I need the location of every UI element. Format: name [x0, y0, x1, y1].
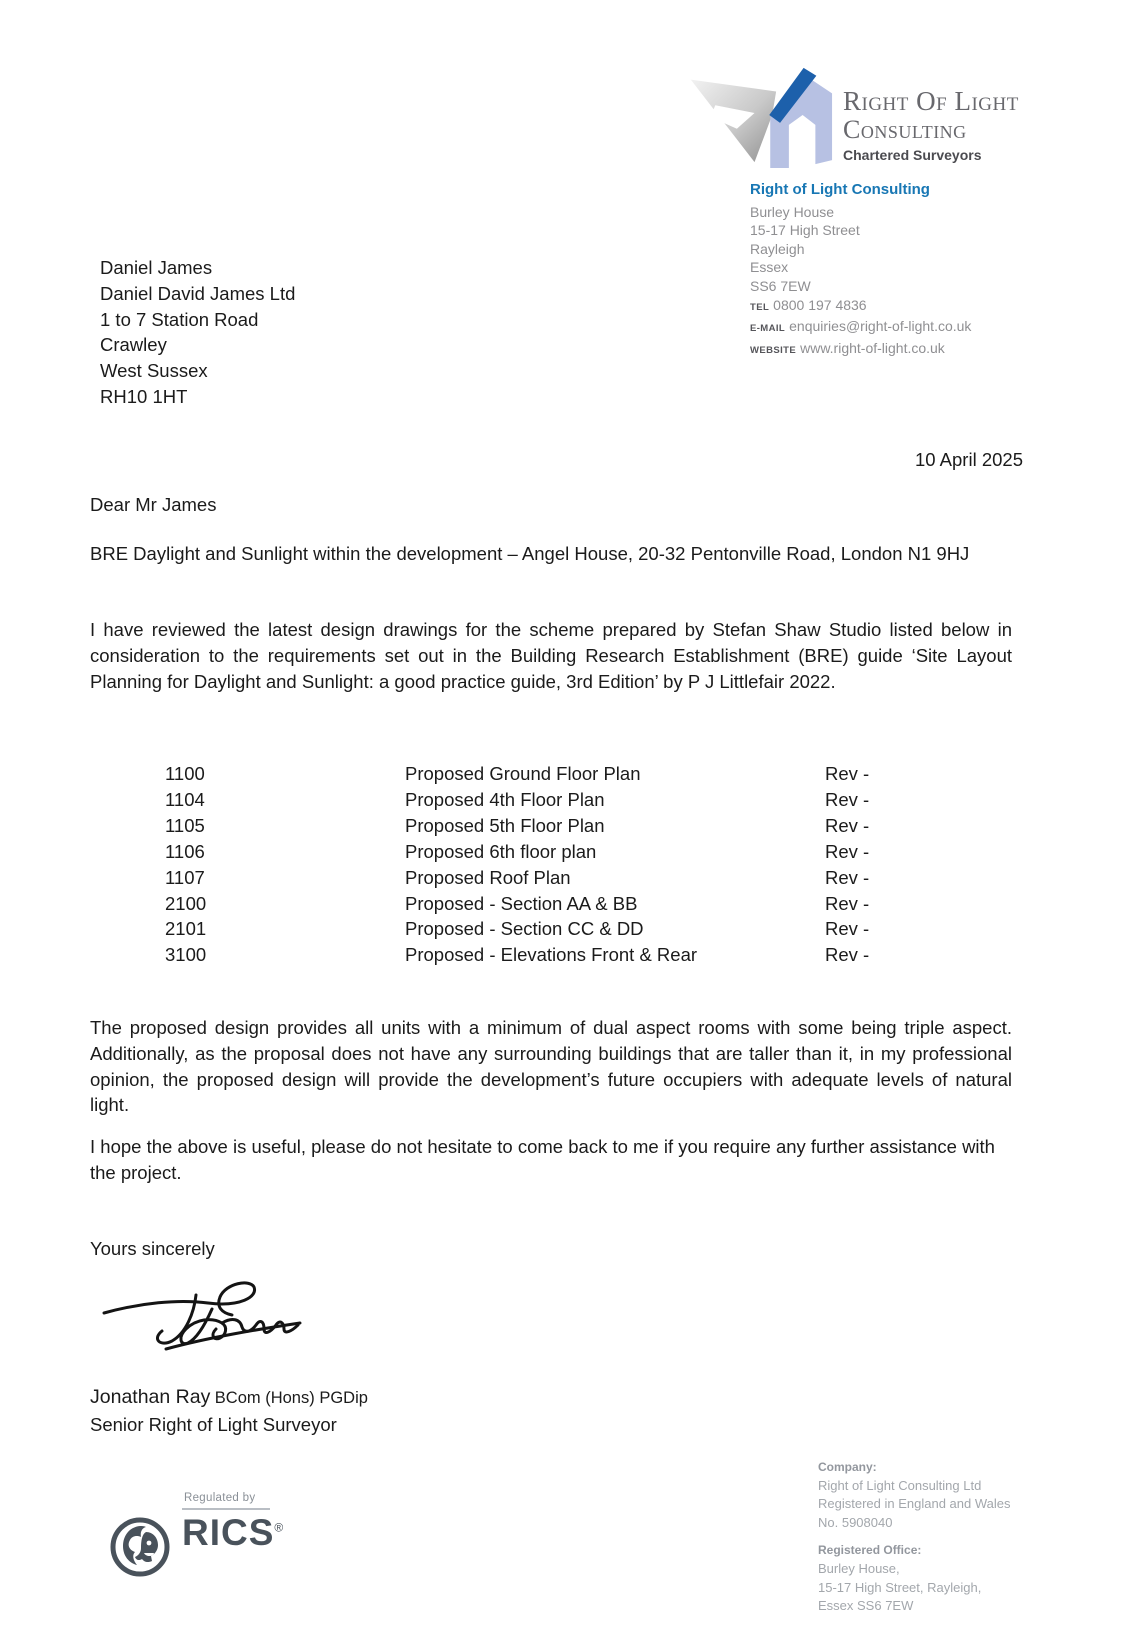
drawing-revision: Rev -: [825, 892, 870, 914]
subject-line: BRE Daylight and Sunlight within the development – Angel House, 20-32 Pentonville Road, London N1 9HJ: [90, 543, 970, 564]
website-value: www.right-of-light.co.uk: [800, 339, 945, 356]
email-value: enquiries@right-of-light.co.uk: [789, 318, 972, 335]
drawing-row: [165, 839, 925, 865]
brand-line1: Right Of Light: [843, 86, 1019, 116]
registered-office-line: Burley House,: [818, 1560, 900, 1576]
company-line: Right of Light Consulting Ltd: [818, 1477, 982, 1493]
drawing-title: Proposed Roof Plan: [405, 866, 571, 888]
drawing-number: 1106: [165, 840, 205, 862]
tel-value: 0800 197 4836: [773, 296, 867, 313]
rics-trademark: ®: [274, 1520, 285, 1535]
signatory-name: Jonathan Ray: [90, 1386, 211, 1408]
drawing-title: Proposed - Section AA & BB: [405, 892, 638, 914]
company-line: No. 5908040: [818, 1514, 893, 1530]
drawing-revision: Rev -: [825, 918, 870, 940]
drawing-number: 2100: [165, 892, 207, 914]
recipient-line: Daniel James: [100, 257, 213, 278]
company-group: [818, 1458, 1010, 1532]
sender-address-line: 15-17 High Street: [750, 222, 860, 239]
company-registration-block: [818, 1458, 1010, 1625]
drawing-revision: Rev -: [825, 866, 870, 888]
body-paragraph-1: I have reviewed the latest design drawings for the scheme prepared by Stefan Shaw Studio listed below in consideration to the requirements set out in the Building Research Establishment (BRE) guide ‘Site Layout Planning for Daylight and Sunlight: a good practice guide, 3rd Edition’ by P J Littlefair 2022.: [90, 619, 1012, 692]
website-label: WEBSITE: [750, 344, 797, 356]
sender-company-name: Right of Light Consulting: [750, 181, 930, 198]
email-label: E-MAIL: [750, 323, 786, 335]
body-paragraph-2: The proposed design provides all units with a minimum of dual aspect rooms with some being triple aspect. Additionally, as the proposal does not have any surrounding buildings that are taller than it, in my professional opinion, the proposed design will provide the development’s future occupiers with adequate levels of natural light.: [90, 1017, 1012, 1116]
drawing-schedule: [165, 761, 925, 968]
sender-address-line: Rayleigh: [750, 240, 805, 257]
registered-office-group: [818, 1541, 1010, 1615]
brand-wordmark: [843, 88, 1019, 162]
rics-text-column: [182, 1492, 284, 1551]
signatory-title: Senior Right of Light Surveyor: [90, 1414, 337, 1435]
drawing-revision: Rev -: [825, 814, 870, 836]
recipient-line: Crawley: [100, 334, 167, 356]
drawing-number: 1100: [165, 763, 205, 784]
registered-office-line: Essex SS6 7EW: [818, 1598, 914, 1614]
drawing-revision: Rev -: [825, 788, 870, 810]
sender-website-line: [750, 339, 971, 361]
drawing-revision: Rev -: [825, 763, 870, 784]
drawing-title: Proposed 4th Floor Plan: [405, 788, 605, 810]
drawing-number: 1105: [165, 814, 205, 836]
closing: Yours sincerely: [90, 1238, 215, 1259]
right-of-light-logo-icon: [678, 58, 835, 172]
drawing-row: [165, 865, 925, 891]
letter-date: 10 April 2025: [914, 449, 1023, 470]
sender-address-line: SS6 7EW: [750, 277, 811, 294]
drawing-revision: Rev -: [825, 944, 870, 966]
drawing-number: 3100: [165, 944, 207, 966]
tel-label: TEL: [750, 301, 770, 313]
sender-tel-line: [750, 296, 971, 318]
rics-lion-icon: [108, 1504, 172, 1590]
registered-office-line: 15-17 High Street, Rayleigh,: [818, 1579, 982, 1595]
handwritten-signature: [100, 1275, 315, 1367]
company-label: Company:: [818, 1460, 877, 1474]
recipient-address-block: [100, 255, 295, 410]
sender-address-line: Essex: [750, 259, 789, 276]
salutation: Dear Mr James: [90, 494, 217, 515]
drawing-number: 1107: [165, 866, 205, 888]
drawing-title: Proposed 6th floor plan: [405, 840, 597, 862]
recipient-line: 1 to 7 Station Road: [100, 308, 259, 330]
sender-address-block: [750, 181, 971, 360]
drawing-title: Proposed - Section CC & DD: [405, 918, 644, 940]
recipient-line: West Sussex: [100, 360, 208, 382]
drawing-row: [165, 813, 925, 839]
drawing-row: [165, 942, 925, 968]
drawing-number: 1104: [165, 788, 205, 810]
drawing-title: Proposed - Elevations Front & Rear: [405, 944, 698, 966]
drawing-title: Proposed 5th Floor Plan: [405, 814, 605, 836]
registered-office-label: Registered Office:: [818, 1543, 922, 1558]
recipient-line: RH10 1HT: [100, 385, 188, 407]
signatory-block: [90, 1384, 368, 1438]
sender-address-line: Burley House: [750, 203, 835, 220]
signatory-credentials: BCom (Hons) PGDip: [214, 1389, 368, 1407]
rics-brand-text: RICS: [182, 1512, 275, 1553]
brand-tagline: Chartered Surveyors: [843, 147, 982, 163]
sender-email-line: [750, 317, 971, 339]
brand-line2: Consulting: [843, 115, 967, 144]
signatory-name-line: [90, 1384, 368, 1412]
drawing-title: Proposed Ground Floor Plan: [405, 763, 641, 784]
rics-divider-rule: [182, 1508, 270, 1510]
company-line: Registered in England and Wales: [818, 1496, 1011, 1512]
body-paragraph-3: I hope the above is useful, please do not hesitate to come back to me if you require any further assistance with the project.: [90, 1136, 995, 1183]
drawing-row: [165, 787, 925, 813]
recipient-line: Daniel David James Ltd: [100, 282, 296, 304]
rics-regulated-badge: [108, 1492, 284, 1590]
drawing-row: [165, 761, 925, 787]
drawing-revision: Rev -: [825, 840, 870, 862]
rics-brand: [182, 1514, 284, 1551]
drawing-row: [165, 916, 925, 942]
drawing-number: 2101: [165, 918, 207, 940]
rics-regulated-by-label: Regulated by: [184, 1492, 256, 1504]
drawing-row: [165, 891, 925, 917]
